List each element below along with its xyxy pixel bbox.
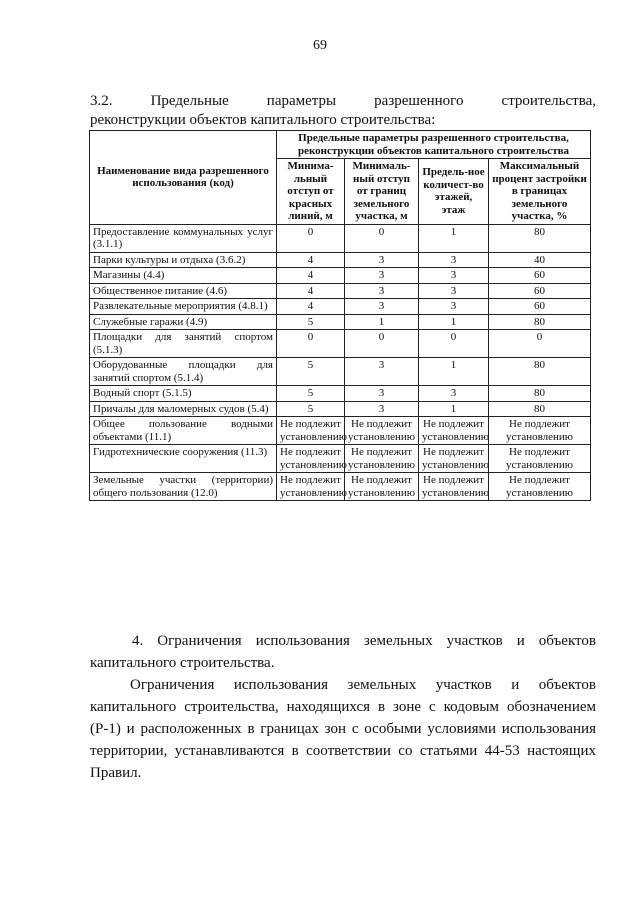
col-header-red-line-setback: Минима-льный отступ от красных линий, м bbox=[277, 159, 345, 225]
table-row bbox=[90, 268, 591, 284]
cell-value: 3 bbox=[345, 386, 419, 402]
cell-value: Не подлежит установлению bbox=[277, 445, 345, 473]
table-row bbox=[90, 224, 591, 252]
name-column-header: Наименование вида разрешенного использования (код) bbox=[90, 131, 277, 225]
row-name: Служебные гаражи (4.9) bbox=[90, 314, 277, 330]
table-row bbox=[90, 401, 591, 417]
table-row bbox=[90, 252, 591, 268]
row-name: Водный спорт (5.1.5) bbox=[90, 386, 277, 402]
section-heading-line1 bbox=[90, 92, 596, 111]
cell-value: 80 bbox=[489, 314, 591, 330]
cell-value: 3 bbox=[419, 299, 489, 315]
cell-value: 0 bbox=[277, 224, 345, 252]
cell-value: 1 bbox=[419, 224, 489, 252]
row-name: Общественное питание (4.6) bbox=[90, 283, 277, 299]
paragraph-main: Ограничения использования земельных участков и объектов капитального строительства, находящихся в зоне с кодовым обозначением (Р-1) и расположенных в границах зон с особыми условиями использования территории, устанавливаются в соответствии со статьями 44-53 настоящих Правил. bbox=[90, 677, 596, 781]
page-number: 69 bbox=[313, 38, 327, 53]
cell-value: 3 bbox=[419, 386, 489, 402]
row-name: Гидротехнические сооружения (11.3) bbox=[90, 445, 277, 473]
heading-word: строительства, bbox=[501, 93, 596, 109]
cell-value: 5 bbox=[277, 386, 345, 402]
parameters-table bbox=[89, 130, 591, 501]
cell-value: 0 bbox=[489, 330, 591, 358]
cell-value: 80 bbox=[489, 358, 591, 386]
cell-value: 40 bbox=[489, 252, 591, 268]
row-name: Земельные участки (территории) общего пользования (12.0) bbox=[90, 473, 277, 501]
cell-value: 1 bbox=[419, 314, 489, 330]
cell-value: Не подлежит установлению bbox=[345, 417, 419, 445]
row-name: Предоставление коммунальных услуг (3.1.1) bbox=[90, 224, 277, 252]
table-row bbox=[90, 299, 591, 315]
cell-value: Не подлежит установлению bbox=[277, 473, 345, 501]
cell-value: 0 bbox=[277, 330, 345, 358]
table-row bbox=[90, 330, 591, 358]
cell-value: 3 bbox=[419, 268, 489, 284]
section-heading-line2: реконструкции объектов капитального строительства: bbox=[90, 112, 436, 128]
col-header-floors: Предель-ное количест-во этажей, этаж bbox=[419, 159, 489, 225]
cell-value: 1 bbox=[419, 358, 489, 386]
cell-value: 1 bbox=[419, 401, 489, 417]
col-header-boundary-setback: Минималь-ный отступ от границ земельного участка, м bbox=[345, 159, 419, 225]
table-row bbox=[90, 314, 591, 330]
table-row bbox=[90, 358, 591, 386]
table-row bbox=[90, 445, 591, 473]
cell-value: 60 bbox=[489, 268, 591, 284]
table-header-row bbox=[90, 131, 591, 159]
row-name: Развлекательные мероприятия (4.8.1) bbox=[90, 299, 277, 315]
cell-value: 60 bbox=[489, 299, 591, 315]
col-header-coverage: Максимальный процент застройки в границах земельного участка, % bbox=[489, 159, 591, 225]
cell-value: 4 bbox=[277, 268, 345, 284]
heading-word: разрешенного bbox=[374, 93, 464, 109]
cell-value: 4 bbox=[277, 299, 345, 315]
cell-value: 3 bbox=[345, 268, 419, 284]
cell-value: 3 bbox=[345, 299, 419, 315]
group-header: Предельные параметры разрешенного строительства, реконструкции объектов капитального строительства bbox=[277, 131, 591, 159]
cell-value: 0 bbox=[419, 330, 489, 358]
cell-value: 4 bbox=[277, 283, 345, 299]
cell-value: Не подлежит установлению bbox=[419, 445, 489, 473]
cell-value: 3 bbox=[419, 252, 489, 268]
cell-value: 60 bbox=[489, 283, 591, 299]
heading-word: параметры bbox=[266, 93, 337, 109]
row-name: Общее пользование водными объектами (11.1) bbox=[90, 417, 277, 445]
cell-value: 3 bbox=[345, 358, 419, 386]
section-number: 3.2. bbox=[90, 93, 113, 109]
table-row bbox=[90, 283, 591, 299]
cell-value: 0 bbox=[345, 330, 419, 358]
cell-value: Не подлежит установлению bbox=[345, 445, 419, 473]
cell-value: 3 bbox=[345, 283, 419, 299]
row-name: Парки культуры и отдыха (3.6.2) bbox=[90, 252, 277, 268]
cell-value: Не подлежит установлению bbox=[419, 417, 489, 445]
cell-value: Не подлежит установлению bbox=[489, 445, 591, 473]
paragraph-4-text: 4. Ограничения использования земельных участков и объектов капитального строительства. bbox=[90, 633, 596, 671]
heading-word: Предельные bbox=[150, 93, 229, 109]
cell-value: 5 bbox=[277, 314, 345, 330]
row-name: Оборудованные площадки для занятий спортом (5.1.4) bbox=[90, 358, 277, 386]
cell-value: Не подлежит установлению bbox=[489, 473, 591, 501]
cell-value: Не подлежит установлению bbox=[489, 417, 591, 445]
row-name: Площадки для занятий спортом (5.1.3) bbox=[90, 330, 277, 358]
cell-value: 5 bbox=[277, 401, 345, 417]
cell-value: Не подлежит установлению bbox=[277, 417, 345, 445]
cell-value: 5 bbox=[277, 358, 345, 386]
cell-value: Не подлежит установлению bbox=[345, 473, 419, 501]
paragraph-4 bbox=[90, 630, 596, 674]
cell-value: 3 bbox=[345, 401, 419, 417]
cell-value: 4 bbox=[277, 252, 345, 268]
table-row bbox=[90, 417, 591, 445]
table-row bbox=[90, 386, 591, 402]
cell-value: 3 bbox=[345, 252, 419, 268]
cell-value: 80 bbox=[489, 401, 591, 417]
table-row bbox=[90, 473, 591, 501]
row-name: Причалы для маломерных судов (5.4) bbox=[90, 401, 277, 417]
cell-value: 80 bbox=[489, 386, 591, 402]
cell-value: Не подлежит установлению bbox=[419, 473, 489, 501]
cell-value: 0 bbox=[345, 224, 419, 252]
cell-value: 1 bbox=[345, 314, 419, 330]
row-name: Магазины (4.4) bbox=[90, 268, 277, 284]
cell-value: 80 bbox=[489, 224, 591, 252]
cell-value: 3 bbox=[419, 283, 489, 299]
